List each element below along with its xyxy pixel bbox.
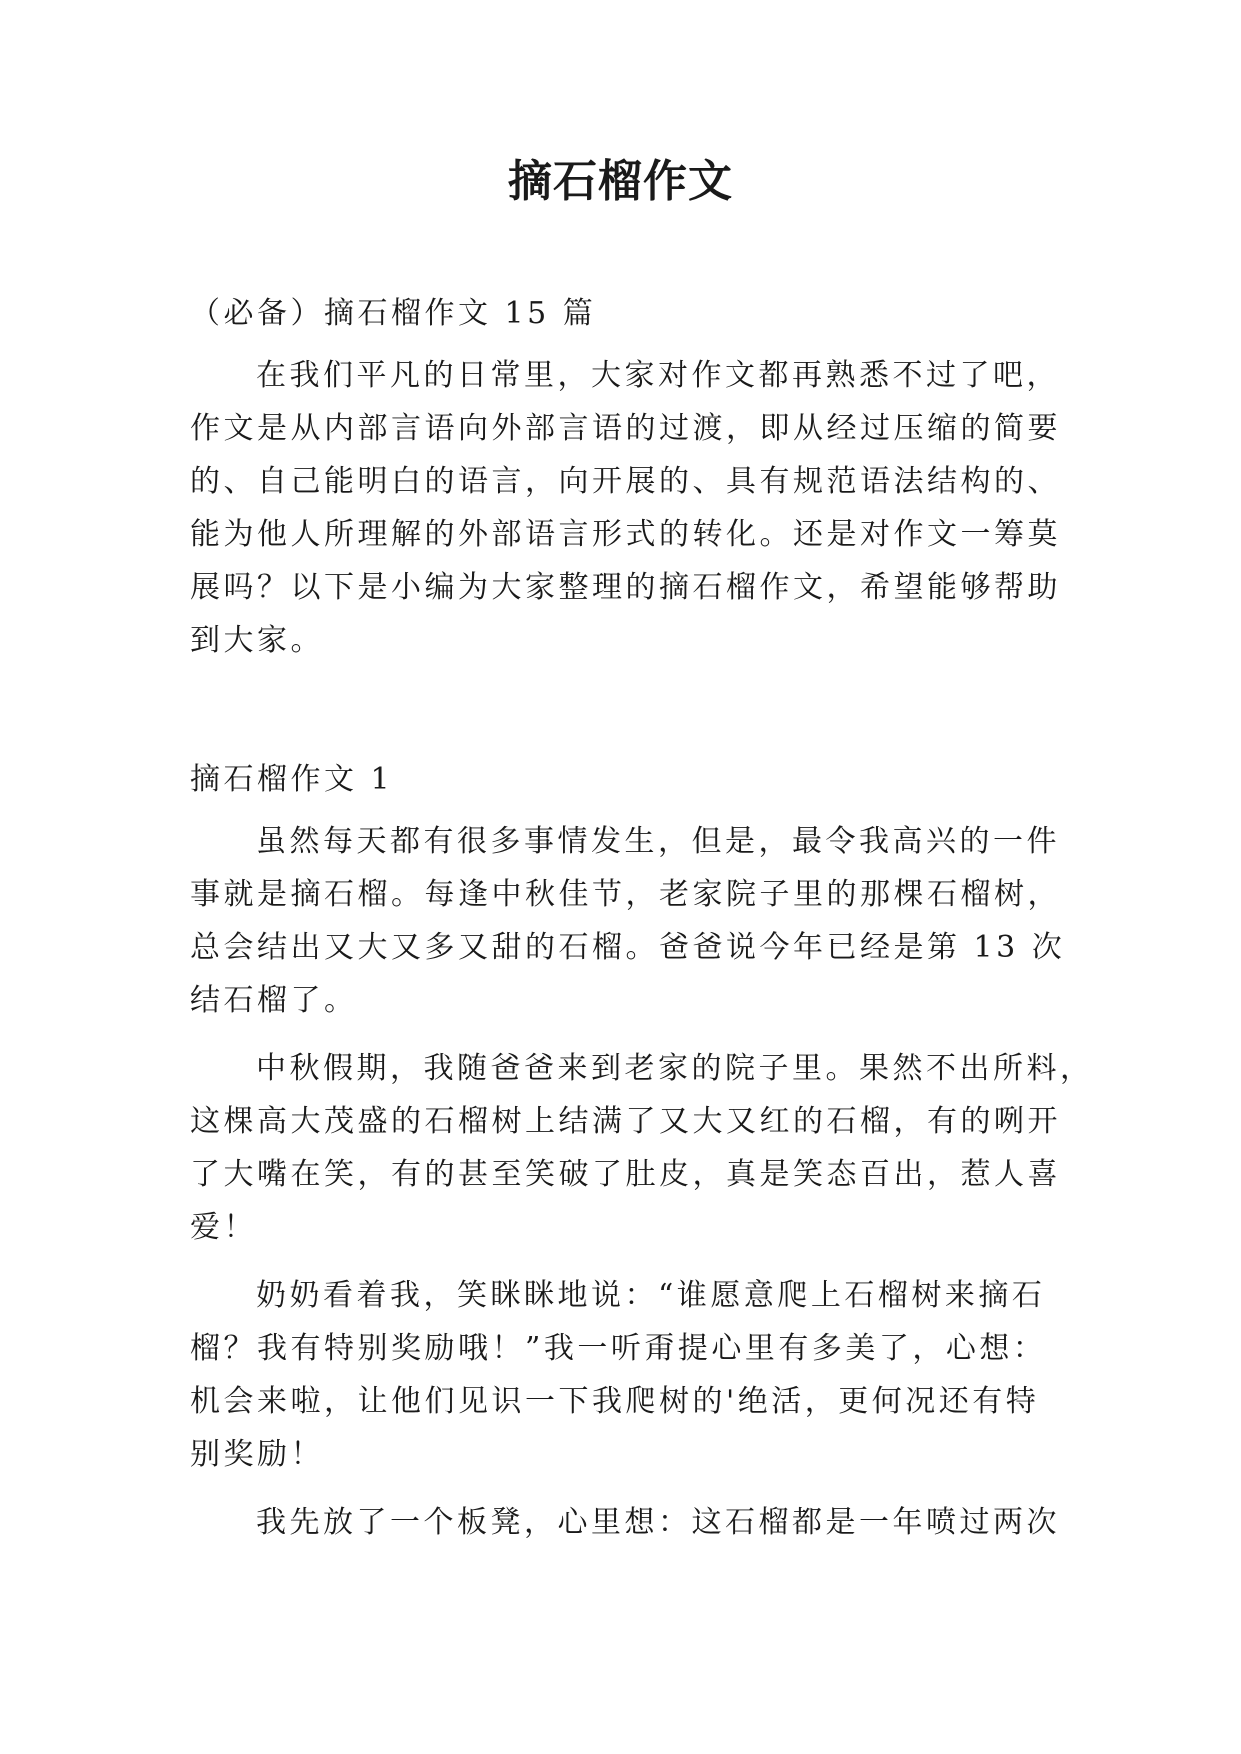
text-line: 这棵高大茂盛的石榴树上结满了又大又红的石榴，有的咧开 [190,1104,1061,1139]
text-line: 爱！ [190,1210,257,1245]
page-title: 摘石榴作文 [508,156,733,207]
text-line: 结石榴了。 [190,983,358,1018]
document-subtitle: （必备）摘石榴作文 15 篇 [190,296,597,331]
text-line: 到大家。 [190,623,324,658]
text-line: 了大嘴在笑，有的甚至笑破了肚皮，真是笑态百出，惹人喜 [190,1157,1061,1192]
text-line: 的、自己能明白的语言，向开展的、具有规范语法结构的、 [190,464,1061,499]
text-line: 别奖励！ [190,1437,324,1472]
text-line: 奶奶看着我，笑眯眯地说：“谁愿意爬上石榴树来摘石 [256,1278,1046,1313]
text-line: 总会结出又大又多又甜的石榴。爸爸说今年已经是第 13 次 [190,930,1066,965]
text-line: 事就是摘石榴。每逢中秋佳节，老家院子里的那棵石榴树， [190,877,1061,912]
text-line: 在我们平凡的日常里，大家对作文都再熟悉不过了吧， [256,358,1060,393]
text-line: 榴？我有特别奖励哦！”我一听甭提心里有多美了，心想： [190,1331,1047,1366]
text-line: 能为他人所理解的外部语言形式的转化。还是对作文一筹莫 [190,517,1061,552]
essay-heading: 摘石榴作文 1 [190,762,394,797]
text-line: 展吗？以下是小编为大家整理的摘石榴作文，希望能够帮助 [190,570,1061,605]
text-line: 机会来啦，让他们见识一下我爬树的'绝活，更何况还有特 [190,1384,1040,1419]
text-line: 作文是从内部言语向外部言语的过渡，即从经过压缩的简要 [190,411,1061,446]
text-line: 中秋假期，我随爸爸来到老家的院子里。果然不出所料， [256,1051,1094,1086]
text-line: 虽然每天都有很多事情发生，但是，最令我高兴的一件 [256,824,1060,859]
text-line: 我先放了一个板凳，心里想：这石榴都是一年喷过两次 [256,1505,1060,1540]
